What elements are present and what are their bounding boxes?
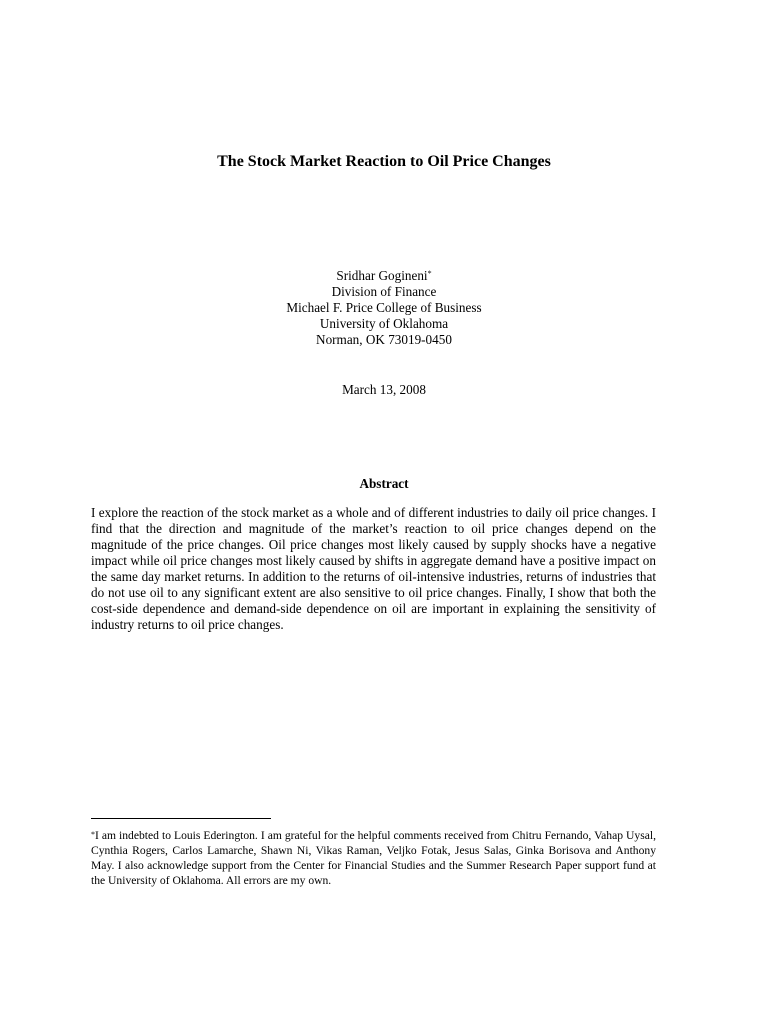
author-division: Division of Finance	[331, 284, 437, 299]
author-name: Sridhar Gogineni	[336, 268, 428, 283]
author-university: University of Oklahoma	[319, 316, 449, 331]
abstract-heading: Abstract	[359, 476, 409, 491]
footnote-divider	[91, 818, 271, 819]
paper-date: March 13, 2008	[342, 382, 426, 397]
author-footnote-mark: *	[427, 269, 432, 278]
author-block	[0, 268, 768, 348]
author-college: Michael F. Price College of Business	[286, 300, 482, 315]
footnote-text: I am indebted to Louis Ederington. I am grateful for the helpful comments received from Chitru Fernando, Vahap Uysal, Cynthia Rogers, Carlos Lamarche, Shawn Ni, Vikas Raman, Veljko Fotak, Jesus Salas, Ginka Borisova and Anthony May. I also acknowledge support from the Center for Financial Studies and the Summer Research Paper support fund at the University of Oklahoma. All errors are my own.	[91, 829, 656, 887]
author-name-line	[0, 268, 768, 284]
paper-title: The Stock Market Reaction to Oil Price Changes	[217, 153, 551, 170]
abstract-text: I explore the reaction of the stock market as a whole and of different industries to daily oil price changes. I find that the direction and magnitude of the market’s reaction to oil price changes depend on the magnitude of the price changes. Oil price changes most likely caused by supply shocks have a negative impact while oil price changes most likely caused by shifts in aggregate demand have a positive impact on the same day market returns. In addition to the returns of oil-intensive industries, returns of industries that do not use oil to any significant extent are also sensitive to oil price changes. Finally, I show that both the cost-side dependence and demand-side dependence on oil are important in explaining the sensitivity of industry returns to oil price changes.	[91, 505, 656, 632]
footnote-mark: *	[91, 830, 95, 839]
author-address: Norman, OK 73019-0450	[316, 332, 452, 347]
footnote	[91, 828, 656, 888]
